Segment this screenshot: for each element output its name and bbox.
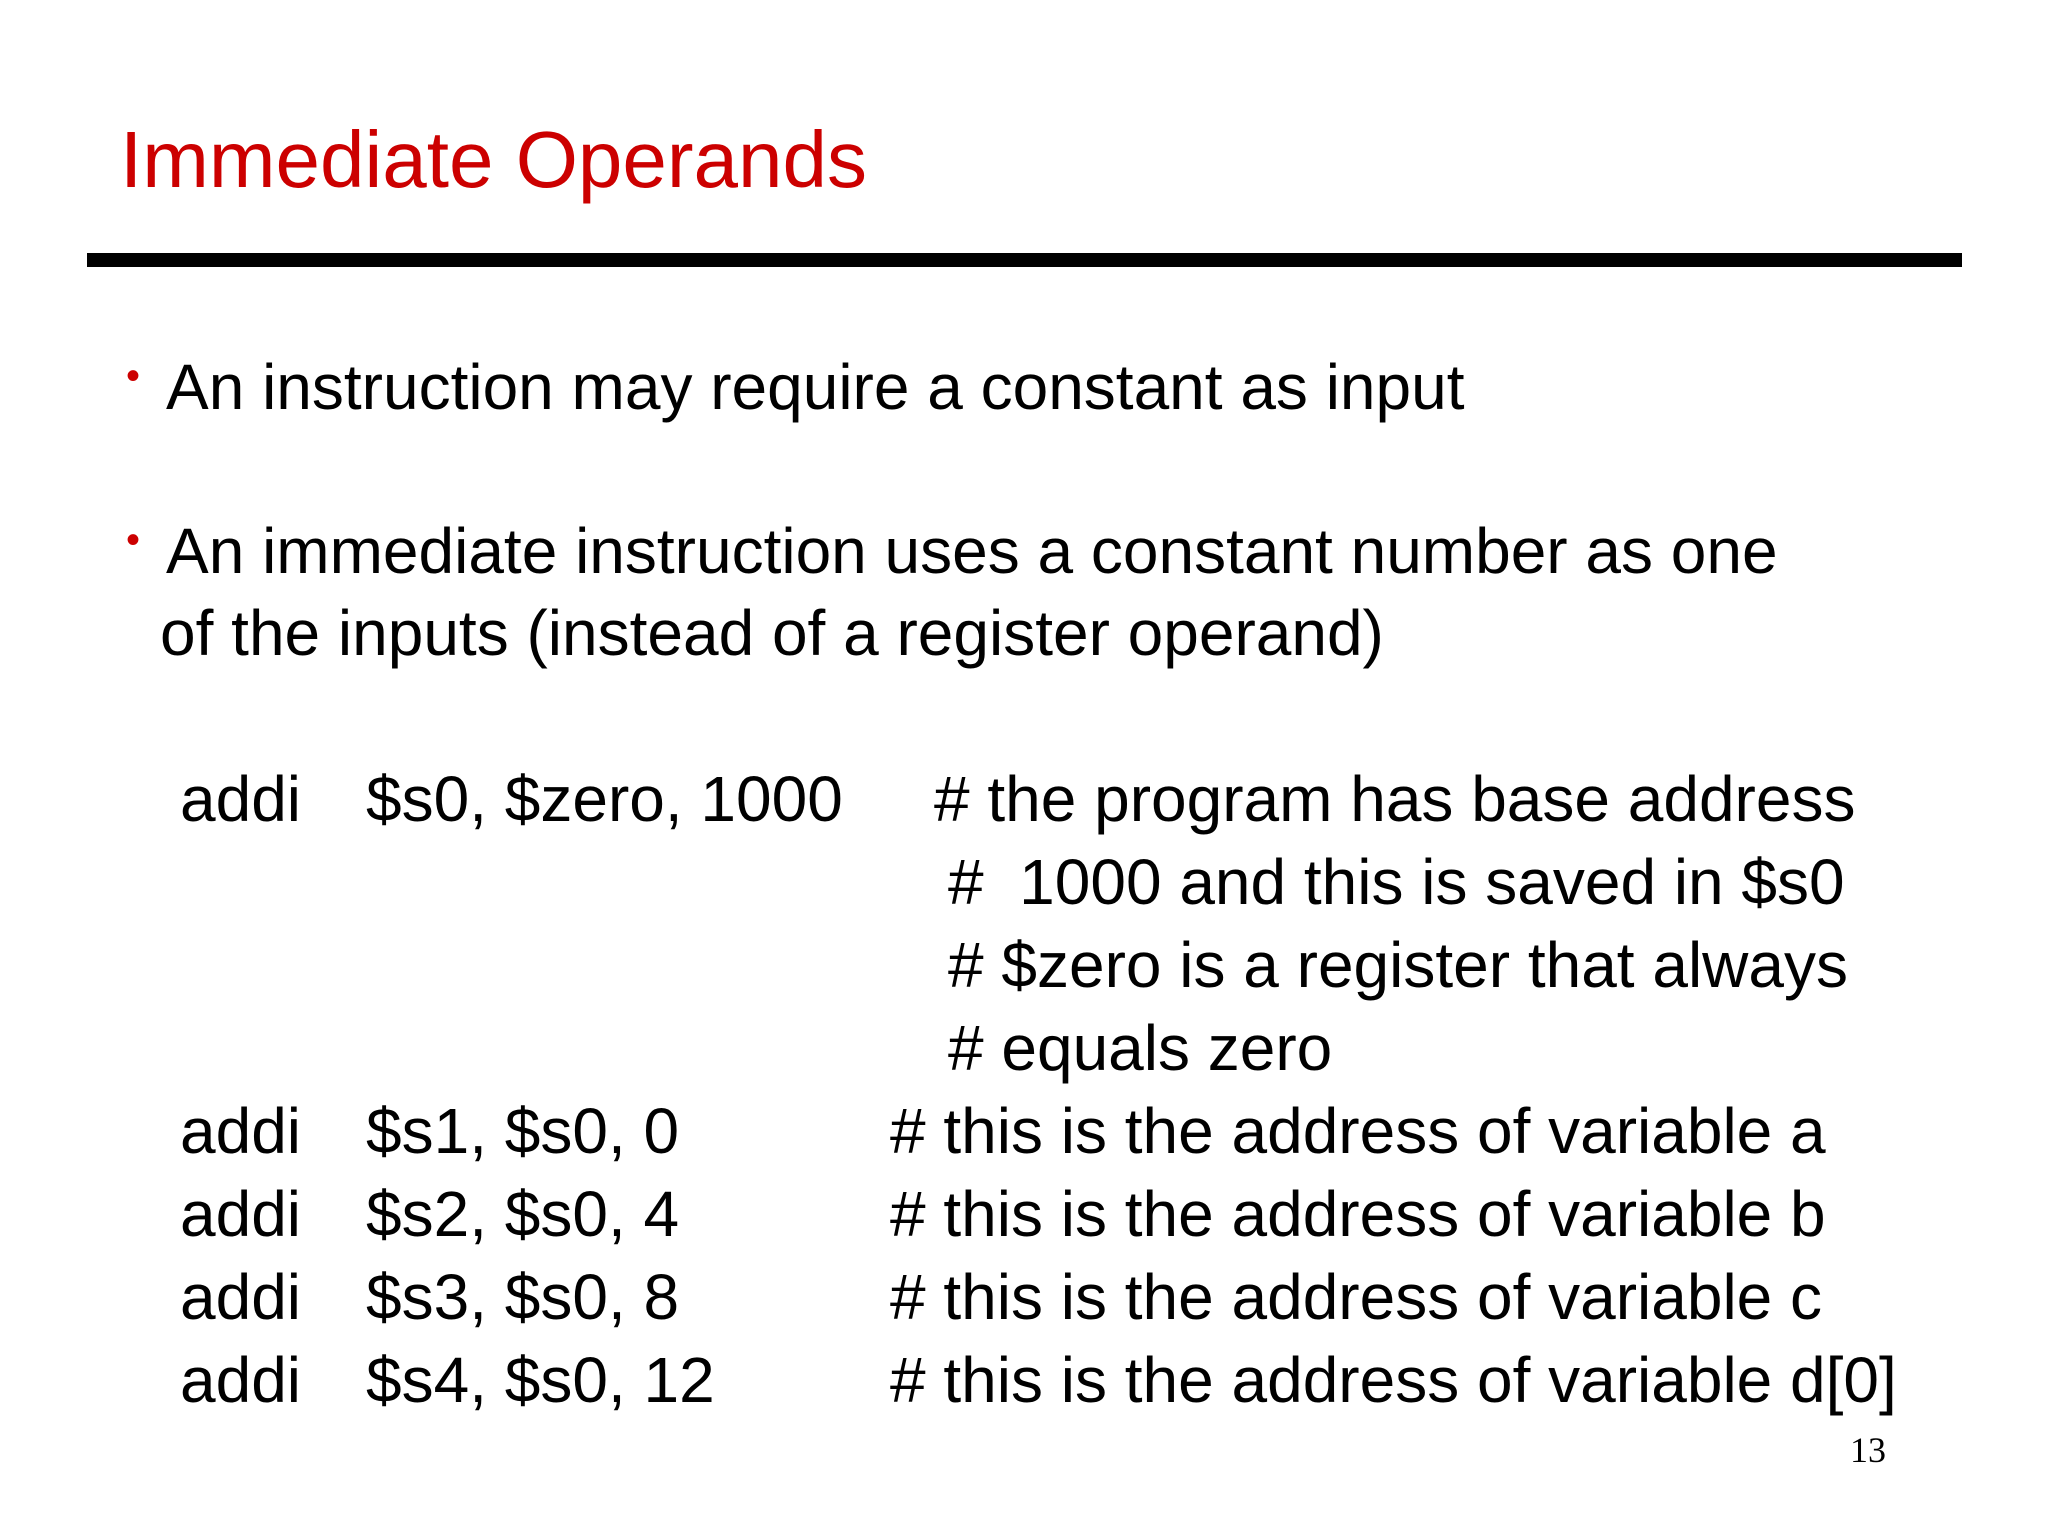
code-operands: $s1, $s0, 0 <box>366 1095 680 1167</box>
bullet-text-continuation: of the inputs (instead of a register operand) <box>160 597 1384 669</box>
code-comment: # this is the address of variable b <box>890 1178 1826 1250</box>
code-operands: $s0, $zero, 1000 <box>366 763 843 835</box>
bullet-icon: • <box>126 518 141 562</box>
slide-title: Immediate Operands <box>120 115 868 204</box>
code-comment: # the program has base address <box>934 763 1856 835</box>
bullet-icon: • <box>126 354 141 398</box>
title-divider <box>87 253 1962 267</box>
code-opcode: addi <box>180 1178 301 1250</box>
code-comment: # this is the address of variable a <box>890 1095 1826 1167</box>
page-number: 13 <box>1850 1430 1886 1470</box>
code-comment: # equals zero <box>948 1012 1333 1084</box>
code-comment: # $zero is a register that always <box>948 929 1848 1001</box>
bullet-text: An immediate instruction uses a constant number as one <box>166 515 1778 587</box>
code-comment: # 1000 and this is saved in $s0 <box>948 846 1845 918</box>
code-opcode: addi <box>180 1261 301 1333</box>
code-operands: $s2, $s0, 4 <box>366 1178 680 1250</box>
code-operands: $s3, $s0, 8 <box>366 1261 680 1333</box>
code-comment: # this is the address of variable c <box>890 1261 1823 1333</box>
code-operands: $s4, $s0, 12 <box>366 1344 715 1416</box>
bullet-text: An instruction may require a constant as input <box>166 351 1465 423</box>
code-opcode: addi <box>180 763 301 835</box>
code-opcode: addi <box>180 1344 301 1416</box>
code-comment: # this is the address of variable d[0] <box>890 1344 1897 1416</box>
code-opcode: addi <box>180 1095 301 1167</box>
